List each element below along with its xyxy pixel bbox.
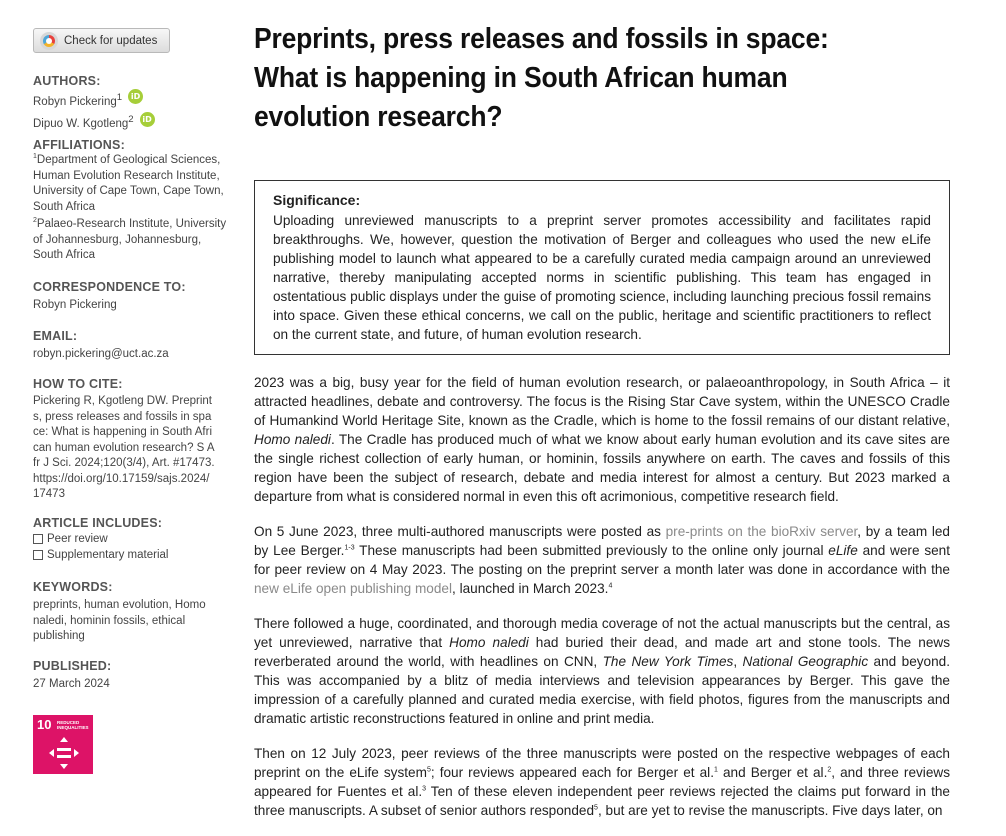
citation-text: Pickering R, Kgotleng DW. Preprints, press releases and fossils in space: What is happening in South African human evolution research? S Afr J Sci. 2024;120(3/4), Art. #17473. https://doi.org/10.17159/sajs.2024/17473	[33, 395, 215, 500]
author-name: Robyn Pickering	[33, 95, 117, 108]
body-paragraph-2: On 5 June 2023, three multi-authored manuscripts were posted as pre-prints on the bioRxiv server, by a team led by Lee Berger.$^{1-3}$ These manuscripts had been submitted previously to the online only journal eLife and were sent for peer review on 4 May 2023. The posting on the preprint server a month later was done in accordance with the new eLife open publishing model, launched in March 2023.$^4$	[254, 524, 951, 596]
authors-section	[33, 74, 228, 133]
elife-model-link[interactable]: new eLife open publishing model	[254, 581, 453, 596]
crossmark-icon	[40, 32, 58, 50]
orcid-icon[interactable]: iD	[128, 89, 143, 104]
article-includes-section	[33, 516, 228, 563]
published-heading: PUBLISHED:	[33, 659, 112, 673]
email-heading: EMAIL:	[33, 329, 78, 343]
article-main	[254, 20, 951, 818]
article-body	[254, 373, 950, 836]
author-affil-sup: 1	[116, 92, 123, 103]
significance-box	[254, 180, 950, 355]
checkbox-icon	[33, 534, 43, 544]
how-to-cite-heading: HOW TO CITE:	[33, 377, 123, 391]
reduced-inequalities-icon	[49, 737, 79, 769]
affiliations-section	[33, 138, 228, 264]
sdg-number: 10	[37, 717, 52, 732]
orcid-icon[interactable]: iD	[140, 112, 155, 127]
authors-heading: AUTHORS:	[33, 74, 101, 88]
author-name: Dipuo W. Kgotleng	[33, 117, 129, 130]
significance-heading: Significance:	[273, 192, 361, 208]
include-peer-review[interactable]: Peer review	[33, 531, 228, 547]
correspondence-heading: CORRESPONDENCE TO:	[33, 280, 186, 294]
author-item	[33, 111, 228, 133]
check-for-updates-label: Check for updates	[64, 34, 158, 47]
keywords-text: preprints, human evolution, Homo naledi, hominin fossils, ethical publishing	[33, 599, 206, 642]
published-date: 27 March 2024	[33, 678, 110, 690]
affiliation-item: $^2$Palaeo-Research Institute, University of Johannesburg, Johannesburg, South Africa	[33, 217, 227, 261]
published-section	[33, 659, 228, 693]
include-supplementary[interactable]: Supplementary material	[33, 547, 228, 563]
article-includes-heading: ARTICLE INCLUDES:	[33, 516, 163, 530]
biorxiv-link[interactable]: pre-prints on the bioRxiv server	[665, 524, 858, 539]
checkbox-icon	[33, 550, 43, 560]
sdg-label: REDUCED INEQUALITIES	[57, 720, 89, 730]
sdg-badge	[33, 715, 93, 774]
keywords-heading: KEYWORDS:	[33, 580, 113, 594]
correspondence-section	[33, 280, 228, 314]
body-paragraph-4: Then on 12 July 2023, peer reviews of the three manuscripts were posted on the respective webpages of each preprint on the eLife system$^5$; four reviews appeared each for Berger et al.$^1$ and Berger et al.$^2$, and three reviews appeared for Fuentes et al.$^3$ Ten of these eleven independent peer reviews rejected the claims put forward in the three manuscripts. A subset of senior authors responded$^5$, but are yet to revise the manuscripts. Five days later, on	[254, 746, 950, 818]
affiliations-heading: AFFILIATIONS:	[33, 138, 125, 152]
body-paragraph-1: 2023 was a big, busy year for the field of human evolution research, or palaeoanthropology, in South Africa – it attracted headlines, debate and controversy. The focus is the Rising Star Cave system, within the UNESCO Cradle of Humankind World Heritage Site, known as the Cradle, which is home to the fossil remains of our distant relative, Homo naledi. The Cradle has produced much of what we know about early human evolution and its cave sites are the single richest collection of early human, or hominin, fossils anywhere on earth. The caves and fossils of this region have been the subject of research, debate and media interest for almost a century. But 2023 marked a departure from what is considered normal in even this oft acrimonious, competitive research field.	[254, 375, 950, 504]
how-to-cite-section	[33, 377, 228, 503]
keywords-section	[33, 580, 228, 645]
author-affil-sup: 2	[128, 113, 134, 125]
email-link[interactable]: robyn.pickering@uct.ac.za	[33, 348, 169, 360]
check-for-updates-button[interactable]	[33, 28, 170, 53]
affiliation-item: $^1$Department of Geological Sciences, Human Evolution Research Institute, University of Cape Town, Cape Town, South Africa	[33, 153, 224, 213]
email-section	[33, 329, 228, 363]
article-title: Preprints, press releases and fossils in space: What is happening in South African human evolution research?	[254, 23, 829, 133]
significance-text: Uploading unreviewed manuscripts to a preprint server promotes accessibility and facilitates rapid breakthroughs. We, however, question the motivation of Berger and colleagues who used the new eLife publishing model to launch what appeared to be a carefully curated media campaign around an unreviewed narrative, thereby manipulating accepted norms in scientific publishing. This team has engaged in ostentatious public displays under the guise of promoting science, including launching precious fossil remains into space. Given these ethical concerns, we call on the public, heritage and scientific practitioners to reflect on the current state, and future, of human evolution research.	[273, 213, 931, 342]
author-item	[33, 89, 228, 111]
body-paragraph-3: There followed a huge, coordinated, and thorough media coverage of not the actual manuscripts but the central, as yet unreviewed, narrative that Homo naledi had buried their dead, and made art and stone tools. The news reverberated around the world, with headlines on CNN, The New York Times, National Geographic and beyond. This was accompanied by a blitz of media interviews and television appearances by Berger. This gave the impression of a carefully planned and curated media exercise, with field photos, figures from the manuscripts and dramatic artistic reconstructions featured in online and print media.	[254, 616, 951, 726]
correspondence-name: Robyn Pickering	[33, 299, 117, 311]
